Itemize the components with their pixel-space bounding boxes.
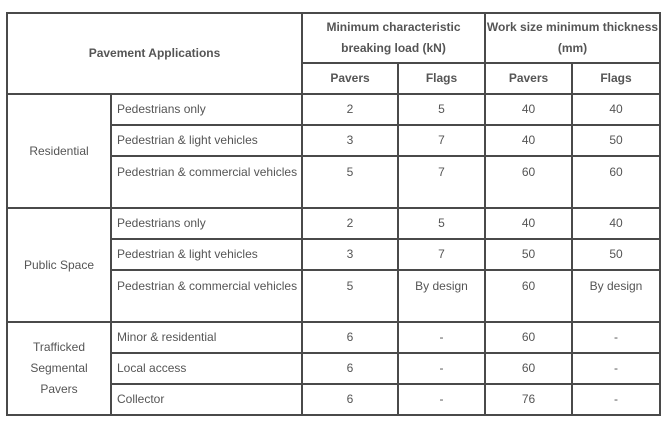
load-pavers-cell: 3: [302, 239, 398, 270]
use-cell: Pedestrian & commercial vehicles: [111, 270, 302, 322]
use-cell: Minor & residential: [111, 322, 302, 353]
use-cell: Pedestrian & commercial vehicles: [111, 156, 302, 208]
thick-flags-cell: 40: [572, 94, 660, 125]
load-pavers-cell: 6: [302, 384, 398, 415]
use-cell: Pedestrian & light vehicles: [111, 125, 302, 156]
thick-pavers-cell: 40: [485, 208, 572, 239]
header-thickness: Work size minimum thickness (mm): [485, 13, 660, 63]
header-load-flags: Flags: [398, 63, 485, 94]
use-cell: Local access: [111, 353, 302, 384]
thick-pavers-cell: 50: [485, 239, 572, 270]
load-flags-cell: -: [398, 353, 485, 384]
pavement-specification-table: [6, 12, 661, 416]
group-residential: Residential: [7, 94, 111, 208]
load-flags-cell: -: [398, 384, 485, 415]
table-row: [7, 208, 660, 239]
thick-flags-cell: 50: [572, 239, 660, 270]
group-public-space: Public Space: [7, 208, 111, 322]
load-flags-cell: 5: [398, 208, 485, 239]
table-row: [7, 94, 660, 125]
group-trafficked-segmental-pavers: Trafficked Segmental Pavers: [7, 322, 111, 415]
thick-pavers-cell: 60: [485, 156, 572, 208]
thick-pavers-cell: 60: [485, 353, 572, 384]
use-cell: Collector: [111, 384, 302, 415]
load-pavers-cell: 2: [302, 208, 398, 239]
load-pavers-cell: 3: [302, 125, 398, 156]
use-cell: Pedestrians only: [111, 94, 302, 125]
load-flags-cell: 7: [398, 125, 485, 156]
use-cell: Pedestrians only: [111, 208, 302, 239]
load-pavers-cell: 5: [302, 156, 398, 208]
thick-pavers-cell: 60: [485, 270, 572, 322]
load-flags-cell: 7: [398, 156, 485, 208]
thick-flags-cell: -: [572, 353, 660, 384]
load-flags-cell: By design: [398, 270, 485, 322]
thick-flags-cell: -: [572, 322, 660, 353]
table-row: [7, 322, 660, 353]
header-pavement-applications: Pavement Applications: [7, 13, 302, 94]
header-thickness-flags: Flags: [572, 63, 660, 94]
load-pavers-cell: 6: [302, 322, 398, 353]
thick-pavers-cell: 40: [485, 125, 572, 156]
thick-flags-cell: 40: [572, 208, 660, 239]
header-breaking-load: Minimum characteristic breaking load (kN): [302, 13, 485, 63]
load-pavers-cell: 5: [302, 270, 398, 322]
thick-pavers-cell: 76: [485, 384, 572, 415]
load-flags-cell: 5: [398, 94, 485, 125]
header-load-pavers: Pavers: [302, 63, 398, 94]
thick-flags-cell: -: [572, 384, 660, 415]
thick-flags-cell: 60: [572, 156, 660, 208]
thick-flags-cell: 50: [572, 125, 660, 156]
use-cell: Pedestrian & light vehicles: [111, 239, 302, 270]
load-flags-cell: 7: [398, 239, 485, 270]
load-pavers-cell: 2: [302, 94, 398, 125]
thick-pavers-cell: 60: [485, 322, 572, 353]
thick-pavers-cell: 40: [485, 94, 572, 125]
load-flags-cell: -: [398, 322, 485, 353]
thick-flags-cell: By design: [572, 270, 660, 322]
header-thickness-pavers: Pavers: [485, 63, 572, 94]
load-pavers-cell: 6: [302, 353, 398, 384]
